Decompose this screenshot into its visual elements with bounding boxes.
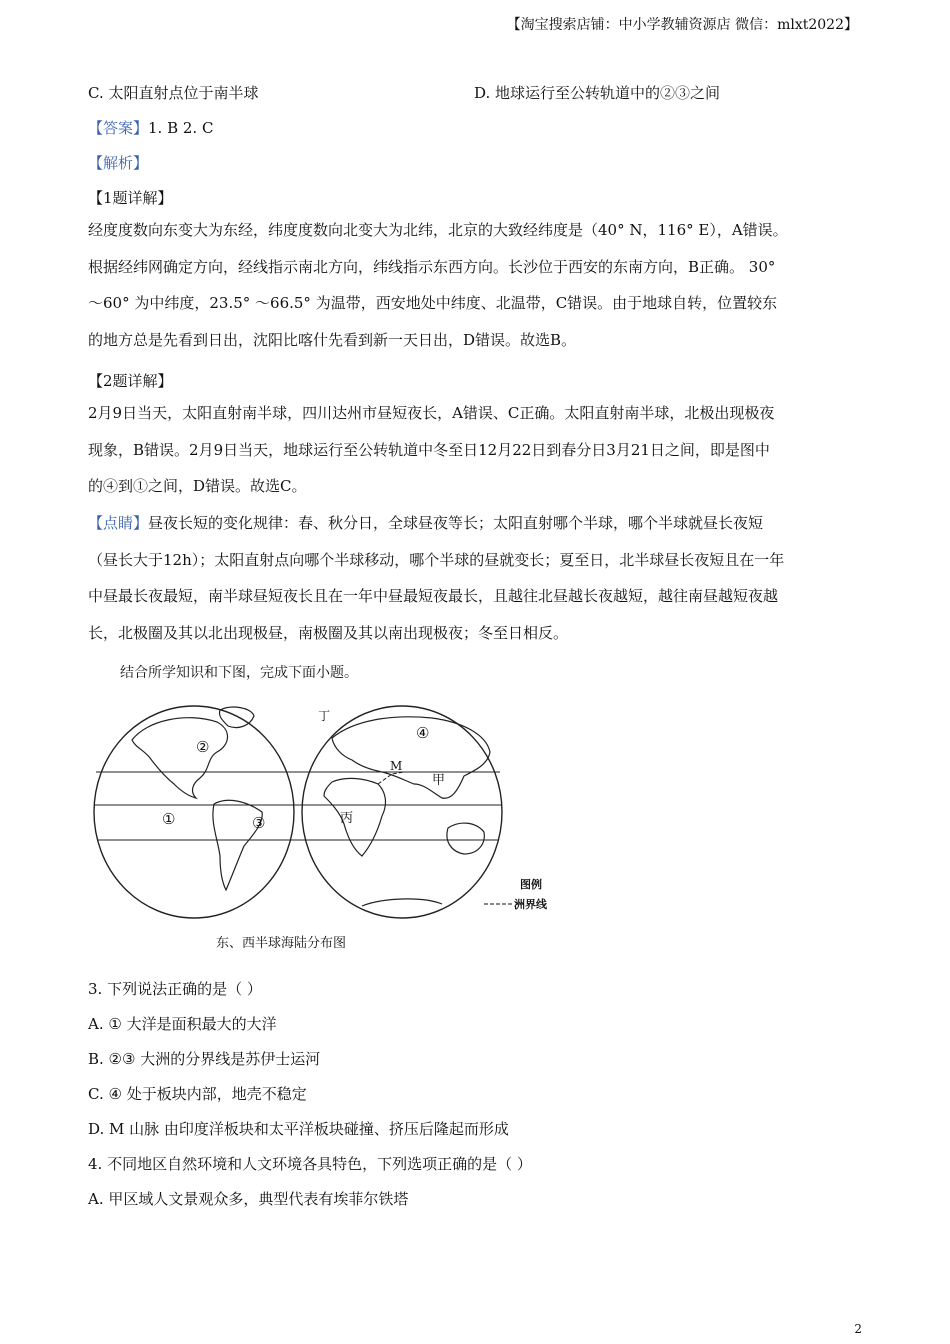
label-jia: 甲 — [432, 773, 446, 788]
legend-item: 洲界线 — [514, 898, 547, 911]
q3-option-a: A. ① 大洋是面积最大的大洋 — [88, 1015, 277, 1033]
label-bing: 丙 — [340, 811, 354, 826]
q1-line: 经度度数向东变大为东经，纬度度数向北变大为北纬，北京的大致经纬度是（40° N，116° E），A错误。 — [88, 221, 788, 239]
q2-detail-text — [88, 395, 868, 505]
tip-line: 中昼最长夜最短，南半球昼短夜长且在一年中昼最短夜最长，且越往北昼越长夜越短，越往南昼越短夜越 — [88, 587, 779, 605]
page-number: 2 — [854, 1322, 862, 1336]
answer-value: 1. B 2. C — [148, 119, 214, 137]
q4-option-a: A. 甲区域人文景观众多，典型代表有埃菲尔铁塔 — [88, 1190, 409, 1208]
q1-line: 的地方总是先看到日出，沈阳比喀什先看到新一天日出，D错误。故选B。 — [88, 330, 577, 349]
legend-title: 图例 — [520, 878, 542, 891]
label-m: M — [390, 759, 403, 773]
tip-line: 【点睛】昼夜长短的变化规律：春、秋分日，全球昼夜等长；太阳直射哪个半球，哪个半球就昼长夜短 — [88, 514, 764, 532]
q3-option-d: D. M 山脉 由印度洋板块和太平洋板块碰撞、挤压后隆起而形成 — [88, 1120, 509, 1138]
figure-caption: 东、西半球海陆分布图 — [216, 936, 347, 951]
tip-label: 【点睛】 — [88, 514, 149, 532]
label-4: ④ — [416, 724, 430, 742]
label-3: ③ — [252, 814, 266, 832]
q1-detail-label: 【1题详解】 — [88, 189, 173, 207]
tip-line: 长，北极圈及其以北出现极昼，南极圈及其以南出现极夜；冬至日相反。 — [88, 623, 569, 642]
figure-instruction: 结合所学知识和下图，完成下面小题。 — [120, 665, 358, 681]
q3-option-b: B. ②③ 大洲的分界线是苏伊士运河 — [88, 1050, 321, 1068]
hemisphere-map — [92, 700, 562, 930]
q4-stem: 4. 不同地区自然环境和人文环境各具特色，下列选项正确的是（ ） — [88, 1155, 532, 1173]
header-watermark: 【淘宝搜索店铺：中小学教辅资源店 微信：mlxt2022】 — [506, 17, 858, 33]
q1-line: ～60° 为中纬度，23.5° ～66.5° 为温带，西安地处中纬度、北温带，C错误。由于地球自转，位置较东 — [88, 294, 778, 312]
q1-line: 根据经纬网确定方向，经线指示南北方向，纬线指示东西方向。长沙位于西安的东南方向，B正确。 30° — [88, 257, 776, 276]
option-c-prev: C. 太阳直射点位于南半球 — [88, 84, 259, 102]
greenland-shape — [219, 707, 254, 727]
antarctica-shape — [362, 899, 442, 906]
q2-line: 的④到①之间，D错误。故选C。 — [88, 477, 307, 495]
label-1: ① — [162, 810, 176, 828]
q2-line: 2月9日当天，太阳直射南半球，四川达州市昼短夜长，A错误、C正确。太阳直射南半球，北极出现极夜 — [88, 404, 775, 422]
q1-detail-text — [88, 212, 868, 358]
australia-shape — [447, 823, 484, 854]
answer-line — [88, 117, 213, 138]
q2-line: 现象，B错误。2月9日当天，地球运行至公转轨道中冬至日12月22日到春分日3月21日之间，即是图中 — [88, 440, 770, 459]
western-hemisphere-outline — [94, 706, 294, 918]
label-ding: 丁 — [318, 709, 331, 723]
eurasia-shape — [332, 717, 490, 798]
answer-label: 【答案】 — [88, 119, 149, 137]
option-d-prev: D. 地球运行至公转轨道中的②③之间 — [474, 84, 721, 102]
analysis-label: 【解析】 — [88, 154, 149, 172]
north-america-shape — [132, 718, 228, 798]
continents — [132, 707, 490, 906]
q2-detail-label: 【2题详解】 — [88, 372, 173, 390]
tip-line: （昼长大于12h）；太阳直射点向哪个半球移动，哪个半球的昼就变长；夏至日，北半球昼长夜短且在一年 — [88, 550, 785, 569]
q3-option-c: C. ④ 处于板块内部，地壳不稳定 — [88, 1085, 307, 1103]
tip-text — [88, 505, 868, 651]
q3-stem: 3. 下列说法正确的是（ ） — [88, 980, 262, 998]
africa-shape — [324, 778, 385, 856]
label-2: ② — [196, 738, 210, 756]
